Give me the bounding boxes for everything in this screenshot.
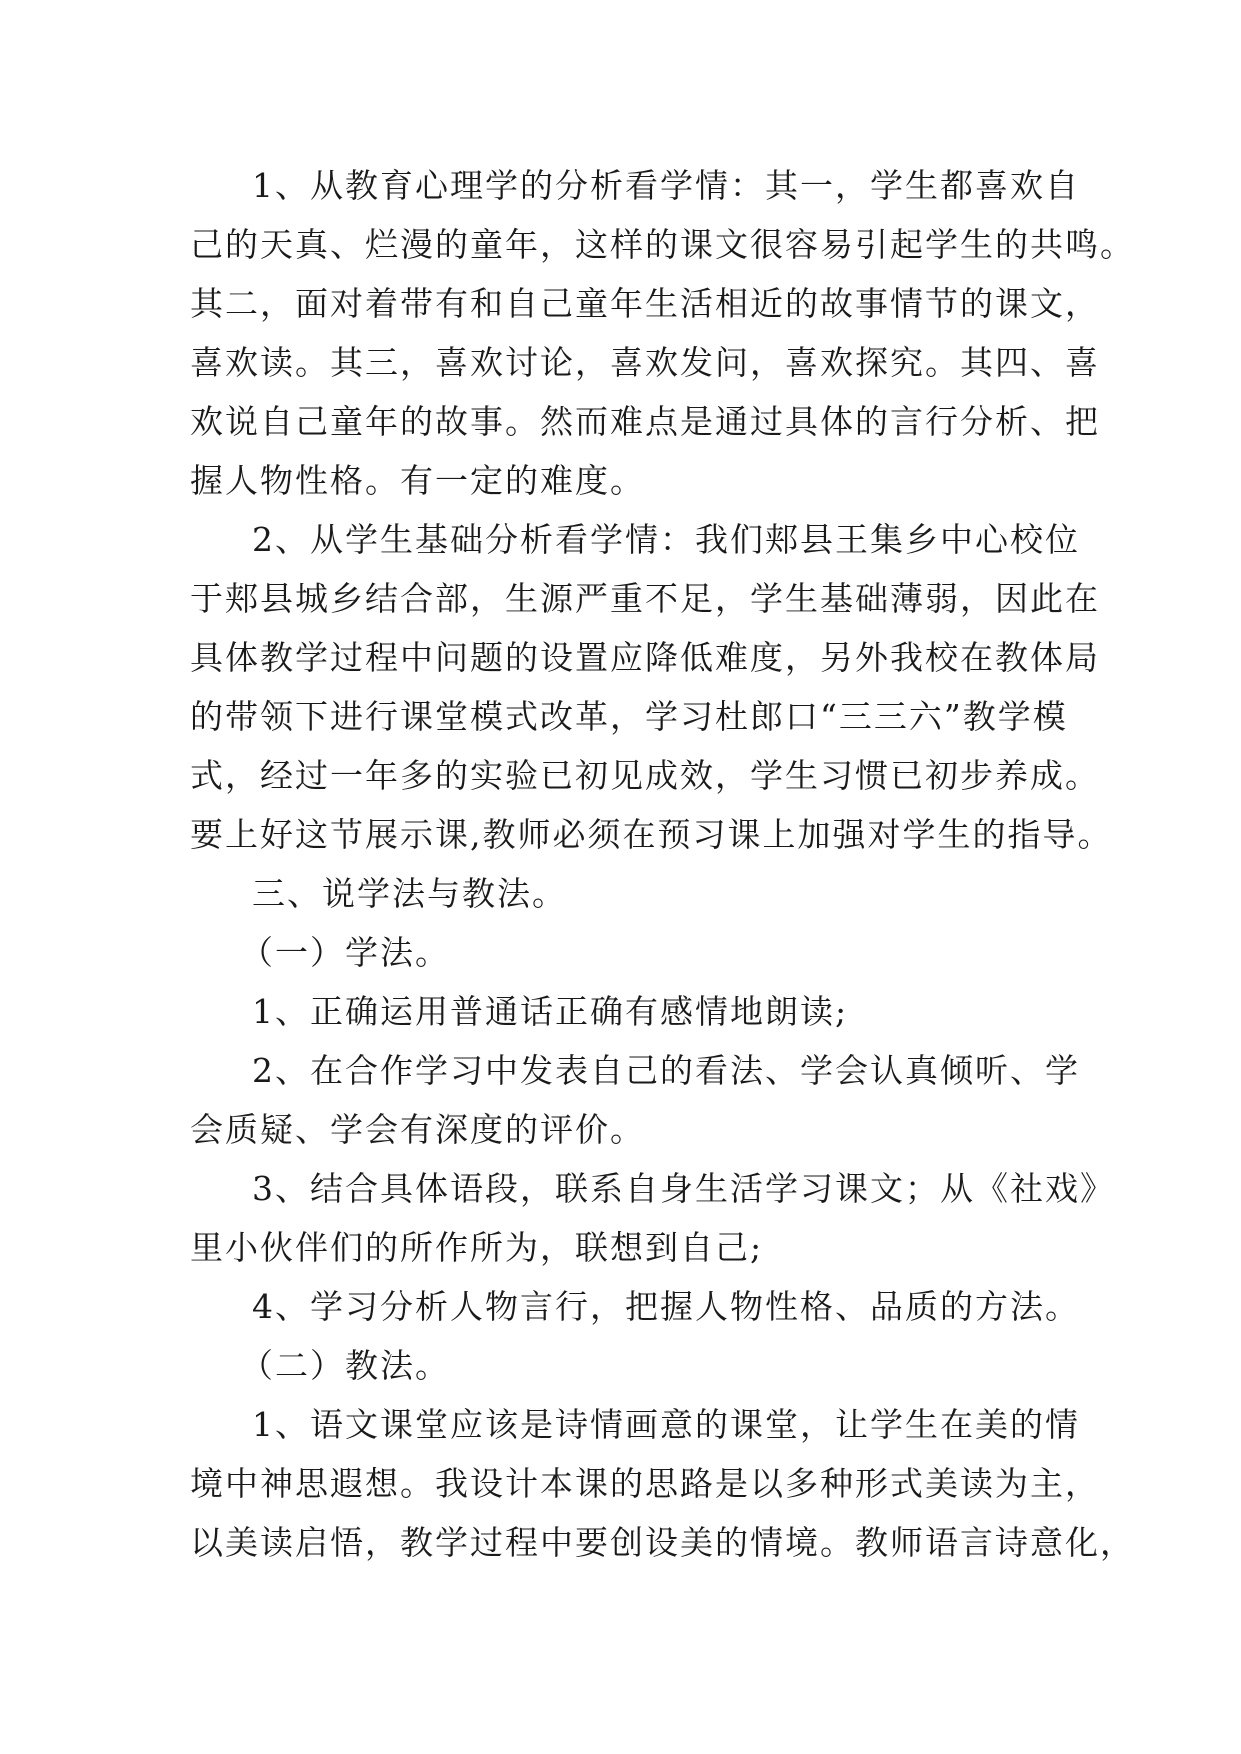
text-line: 的带领下进行课堂模式改革，学习杜郎口“三三六”教学模 xyxy=(190,697,1068,736)
text-line: 境中神思遐想。我设计本课的思路是以多种形式美读为主， xyxy=(190,1464,1100,1503)
text-line: 喜欢读。其三，喜欢讨论，喜欢发问，喜欢探究。其四、喜 xyxy=(190,343,1100,382)
text-line: 于郏县城乡结合部，生源严重不足，学生基础薄弱，因此在 xyxy=(190,579,1100,618)
text-line: 1、正确运用普通话正确有感情地朗读; xyxy=(252,992,849,1031)
text-line: 3、结合具体语段，联系自身生活学习课文；从《社戏》 xyxy=(252,1169,1115,1208)
text-line: 要上好这节展示课,教师必须在预习课上加强对学生的指导。 xyxy=(190,815,1113,854)
section-heading: 三、说学法与教法。 xyxy=(252,874,567,913)
text-line: 其二，面对着带有和自己童年生活相近的故事情节的课文， xyxy=(190,284,1100,323)
text-line: 会质疑、学会有深度的评价。 xyxy=(190,1110,645,1149)
text-line: 具体教学过程中问题的设置应降低难度，另外我校在教体局 xyxy=(190,638,1100,677)
text-line: 4、学习分析人物言行，把握人物性格、品质的方法。 xyxy=(252,1287,1080,1326)
text-line: 以美读启悟，教学过程中要创设美的情境。教师语言诗意化， xyxy=(190,1523,1135,1562)
text-line: 里小伙伴们的所作所为，联想到自己; xyxy=(190,1228,764,1267)
text-line: 1、从教育心理学的分析看学情：其一，学生都喜欢自 xyxy=(252,166,1080,205)
text-line: 握人物性格。有一定的难度。 xyxy=(190,461,645,500)
text-line: 2、在合作学习中发表自己的看法、学会认真倾听、学 xyxy=(252,1051,1080,1090)
text-line: 2、从学生基础分析看学情：我们郏县王集乡中心校位 xyxy=(252,520,1080,559)
text-line: 1、语文课堂应该是诗情画意的课堂，让学生在美的情 xyxy=(252,1405,1080,1444)
text-line: 式，经过一年多的实验已初见成效，学生习惯已初步养成。 xyxy=(190,756,1100,795)
subsection-heading: （一）学法。 xyxy=(240,933,450,972)
document-body xyxy=(190,156,1135,1572)
subsection-heading: （二）教法。 xyxy=(240,1346,450,1385)
text-line: 己的天真、烂漫的童年，这样的课文很容易引起学生的共鸣。 xyxy=(190,225,1135,264)
text-line: 欢说自己童年的故事。然而难点是通过具体的言行分析、把 xyxy=(190,402,1100,441)
